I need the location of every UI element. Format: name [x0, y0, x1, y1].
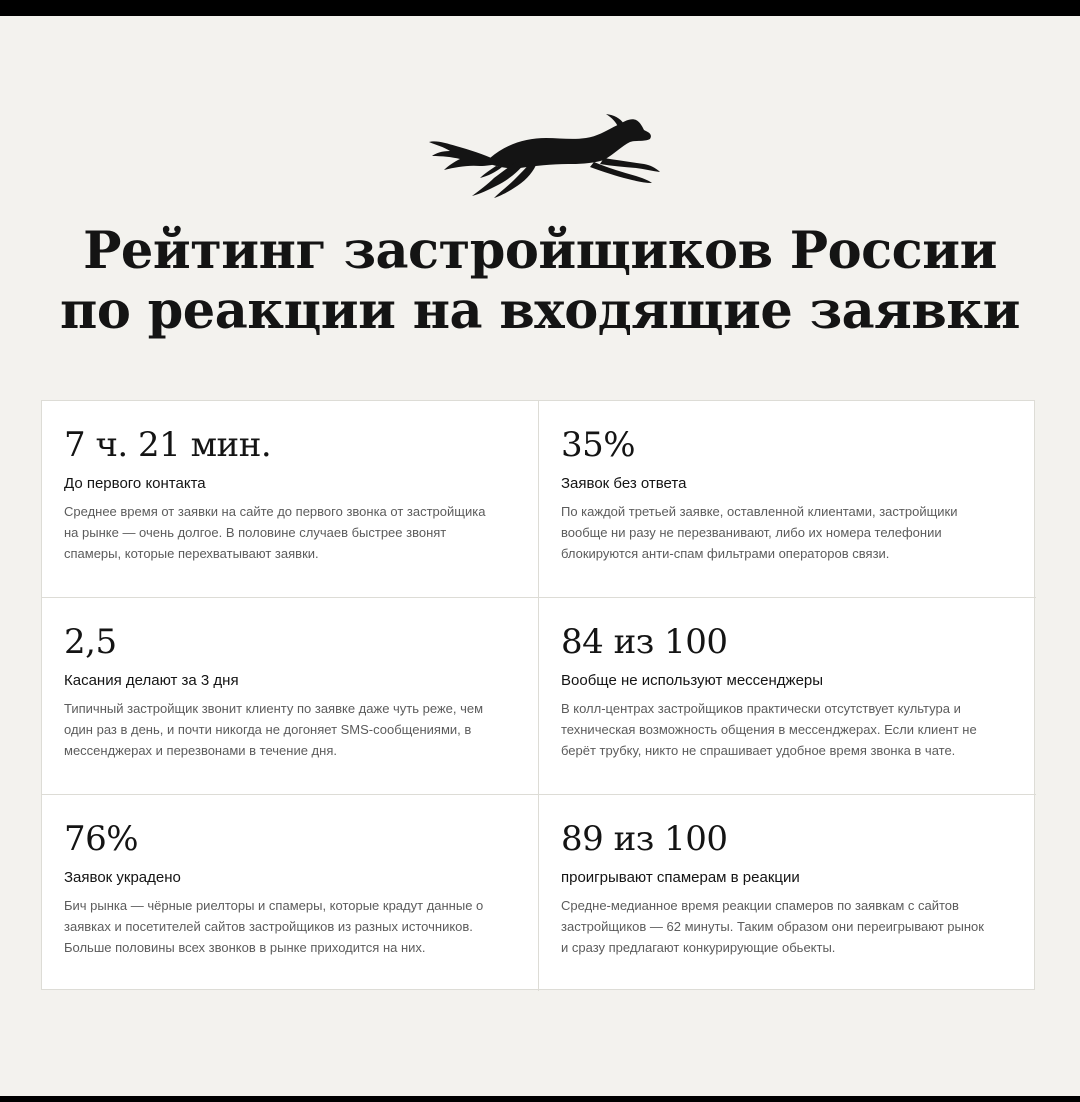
stat-description-line: В колл-центрах застройщиков практически отсутствует культура и	[561, 701, 961, 716]
greyhound-running-icon	[428, 114, 662, 198]
stat-card-stolen	[42, 795, 539, 991]
stat-description-line: Типичный застройщик звонит клиенту по заявке даже чуть реже, чем	[64, 701, 484, 716]
stat-description-line: мессенджерах и перезвонами в течение дня.	[64, 743, 337, 758]
stat-description-line: Бич рынка — чёрные риелторы и спамеры, которые крадут данные о	[64, 898, 484, 913]
infographic-canvas	[0, 16, 1080, 1096]
stat-description-line: Больше половины всех звонков в рынке приходится на них.	[64, 940, 426, 955]
stat-value: 2,5	[64, 622, 117, 662]
stat-label: проигрывают спамерам в реакции	[561, 869, 800, 886]
stat-description-line: вообще ни разу не перезванивают, либо их номера телефонии	[561, 525, 942, 540]
stat-description	[64, 501, 518, 564]
stat-label: До первого контакта	[64, 475, 206, 492]
stat-card-first-contact	[42, 401, 539, 598]
stat-description-line: Среднее время от заявки на сайте до первого звонка от застройщика	[64, 504, 486, 519]
title-line-1: Рейтинг застройщиков России	[83, 221, 997, 281]
stat-description-line: на рынке — очень долгое. В половине случаев быстрее звонят	[64, 525, 447, 540]
stat-description	[561, 698, 1016, 761]
stat-description-line: По каждой третьей заявке, оставленной клиентами, застройщики	[561, 504, 958, 519]
stat-description-line: техническая возможность общения в мессенджерах. Если клиент не	[561, 722, 977, 737]
title-line-2: по реакции на входящие заявки	[60, 281, 1020, 341]
stats-grid	[41, 400, 1035, 990]
stat-description-line: и сразу предлагают конкурирующие обьекты.	[561, 940, 836, 955]
stat-value: 35%	[561, 425, 636, 465]
stat-description-line: заявках и посетителей сайтов застройщиков из разных источников.	[64, 919, 473, 934]
stat-description	[561, 895, 1016, 958]
stat-description	[64, 895, 518, 958]
stat-value: 89 из 100	[561, 819, 728, 859]
stat-card-touches	[42, 598, 539, 795]
stat-description	[561, 501, 1016, 564]
stat-description	[64, 698, 518, 761]
stat-card-lose-to-spammers	[539, 795, 1036, 991]
stat-label: Касания делают за 3 дня	[64, 672, 239, 689]
stat-label: Вообще не используют мессенджеры	[561, 672, 824, 689]
stat-value: 76%	[64, 819, 139, 859]
stat-card-messengers	[539, 598, 1036, 795]
stat-label: Заявок украдено	[64, 869, 181, 886]
stat-description-line: застройщиков — 62 минуты. Таким образом они переигрывают рынок	[561, 919, 984, 934]
stat-value: 84 из 100	[561, 622, 728, 662]
page-title	[0, 221, 1080, 341]
stat-value: 7 ч. 21 мин.	[64, 425, 272, 465]
stat-description-line: берёт трубку, никто не спрашивает удобное время звонка в чате.	[561, 743, 956, 758]
stat-description-line: один раз в день, и почти никогда не догоняет SMS-сообщениями, в	[64, 722, 472, 737]
stat-label: Заявок без ответа	[561, 475, 687, 492]
stat-card-no-answer	[539, 401, 1036, 598]
stat-description-line: спамеры, которые перехватывают заявки.	[64, 546, 319, 561]
stat-description-line: блокируются анти-спам фильтрами операторов связи.	[561, 546, 890, 561]
stat-description-line: Средне-медианное время реакции спамеров по заявкам с сайтов	[561, 898, 959, 913]
